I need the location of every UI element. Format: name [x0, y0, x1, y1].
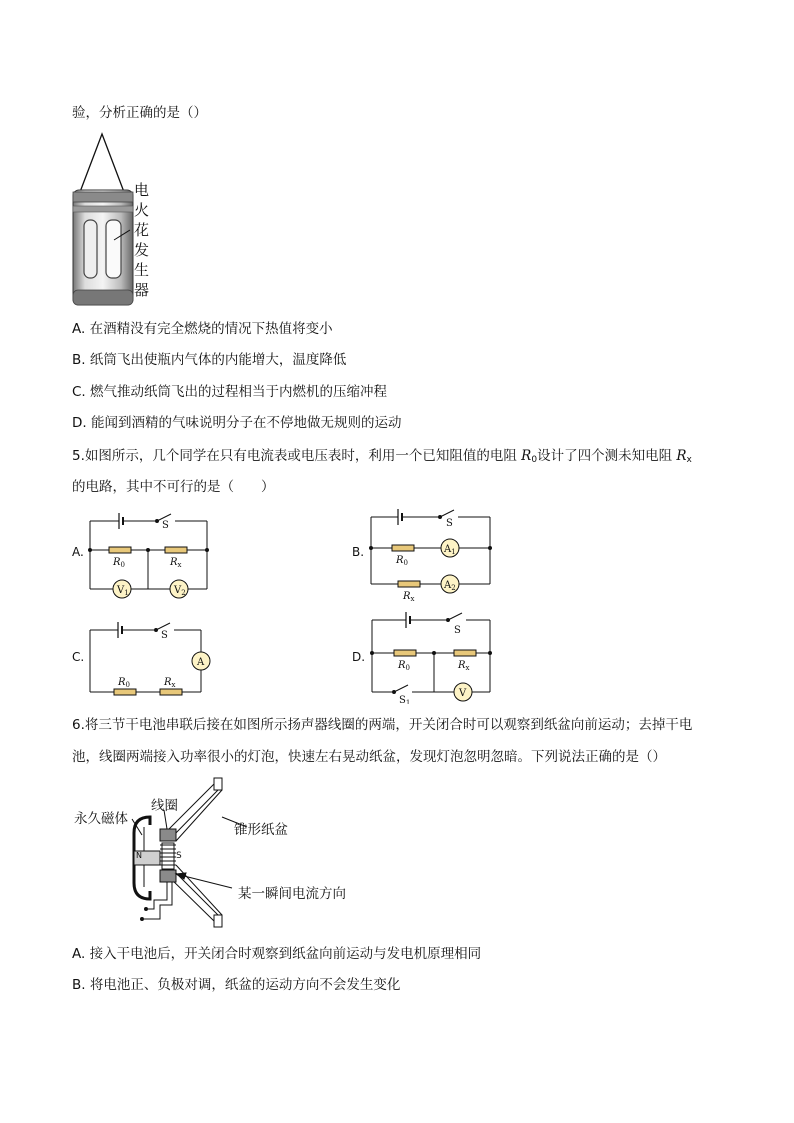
- circuit-a: [85, 508, 215, 604]
- svg-text:Rx: $R_x$: [458, 660, 470, 672]
- circuit-d: [366, 608, 498, 708]
- speaker-figure: [72, 775, 372, 935]
- svg-text:Rx: $R_x$: [170, 557, 182, 569]
- label-char: 生: [134, 261, 150, 279]
- rx-symbol: R: [676, 448, 687, 464]
- spark-generator-label: [134, 180, 152, 300]
- q5-stem-line1: [72, 446, 692, 470]
- label-char: 花: [134, 221, 150, 239]
- cone-label: 锥形纸盆: [234, 822, 288, 838]
- q4-option-d: D. 能闻到酒精的气味说明分子在不停地做无规则的运动: [72, 415, 402, 431]
- q4-option-c: C. 燃气推动纸筒飞出的过程相当于内燃机的压缩冲程: [72, 384, 388, 400]
- q6-option-a: A. 接入干电池后，开关闭合时观察到纸盆向前运动与发电机原理相同: [72, 946, 482, 962]
- label-char: 发: [134, 241, 150, 259]
- svg-text:Rx: $R_x$: [403, 591, 415, 603]
- label-char: 器: [134, 281, 150, 299]
- svg-text:R0: $R_0$: [113, 557, 125, 569]
- q6-stem-line1: 6.将三节干电池串联后接在如图所示扬声器线圈的两端，开关闭合时可以观察到纸盆向前运动；去掉干电: [72, 717, 693, 733]
- svg-text:A1: $A_1$: [444, 544, 456, 556]
- q5-stem-text: 5.如图所示，几个同学在只有电流表或电压表时，利用一个已知阻值的电阻: [72, 448, 522, 464]
- spark-generator-figure: [68, 130, 168, 310]
- circuit-c-letter: C.: [72, 650, 85, 664]
- q6-option-b: B. 将电池正、负极对调，纸盆的运动方向不会发生变化: [72, 977, 401, 993]
- svg-text:V1: $V_1$: [117, 585, 129, 597]
- label-char: 火: [134, 201, 150, 219]
- svg-text:R0: $R_0$: [398, 660, 410, 672]
- svg-text:V: V: [459, 688, 467, 699]
- svg-text:S: S: [454, 625, 461, 636]
- svg-text:S: S: [446, 518, 453, 529]
- svg-text:S: S: [161, 630, 168, 641]
- rx-subscript: x: [686, 455, 692, 465]
- current-direction-label: 某一瞬间电流方向: [238, 886, 346, 902]
- svg-text:A2: $A_2$: [444, 580, 456, 592]
- r0-subscript: 0: [531, 455, 538, 465]
- q4-option-a: A. 在酒精没有完全燃烧的情况下热值将变小: [72, 321, 333, 337]
- svg-text:R0: $R_0$: [396, 555, 408, 567]
- q5-stem-text: 设计了四个测未知电阻: [537, 448, 677, 464]
- s-pole-label: S: [176, 851, 182, 861]
- q4-option-b: B. 纸筒飞出使瓶内气体的内能增大，温度降低: [72, 352, 347, 368]
- q4-stem-tail: 验，分析正确的是（）: [72, 105, 207, 121]
- n-pole-label: N: [136, 851, 142, 860]
- circuit-b: [366, 506, 498, 610]
- circuit-a-letter: A.: [72, 545, 84, 559]
- magnet-label: 永久磁体: [74, 811, 128, 827]
- svg-text:R0: $R_0$: [118, 677, 130, 689]
- svg-text:S1: $S_1$: [399, 695, 411, 704]
- r0-symbol: R: [521, 448, 532, 464]
- q5-stem-line2: 的电路，其中不可行的是（ ）: [72, 479, 275, 495]
- svg-text:V2: $V_2$: [174, 585, 186, 597]
- svg-text:S: S: [162, 520, 169, 531]
- svg-text:A: A: [197, 657, 205, 668]
- svg-text:Rx: $R_x$: [164, 677, 176, 689]
- coil-label: 线圈: [151, 798, 178, 814]
- label-char: 电: [134, 181, 150, 199]
- circuit-c: [86, 618, 216, 702]
- q6-stem-line2: 池，线圈两端接入功率很小的灯泡，快速左右晃动纸盆，发现灯泡忽明忽暗。下列说法正确的是（）: [72, 749, 666, 765]
- circuit-d-letter: D.: [352, 650, 366, 664]
- circuit-b-letter: B.: [352, 545, 365, 559]
